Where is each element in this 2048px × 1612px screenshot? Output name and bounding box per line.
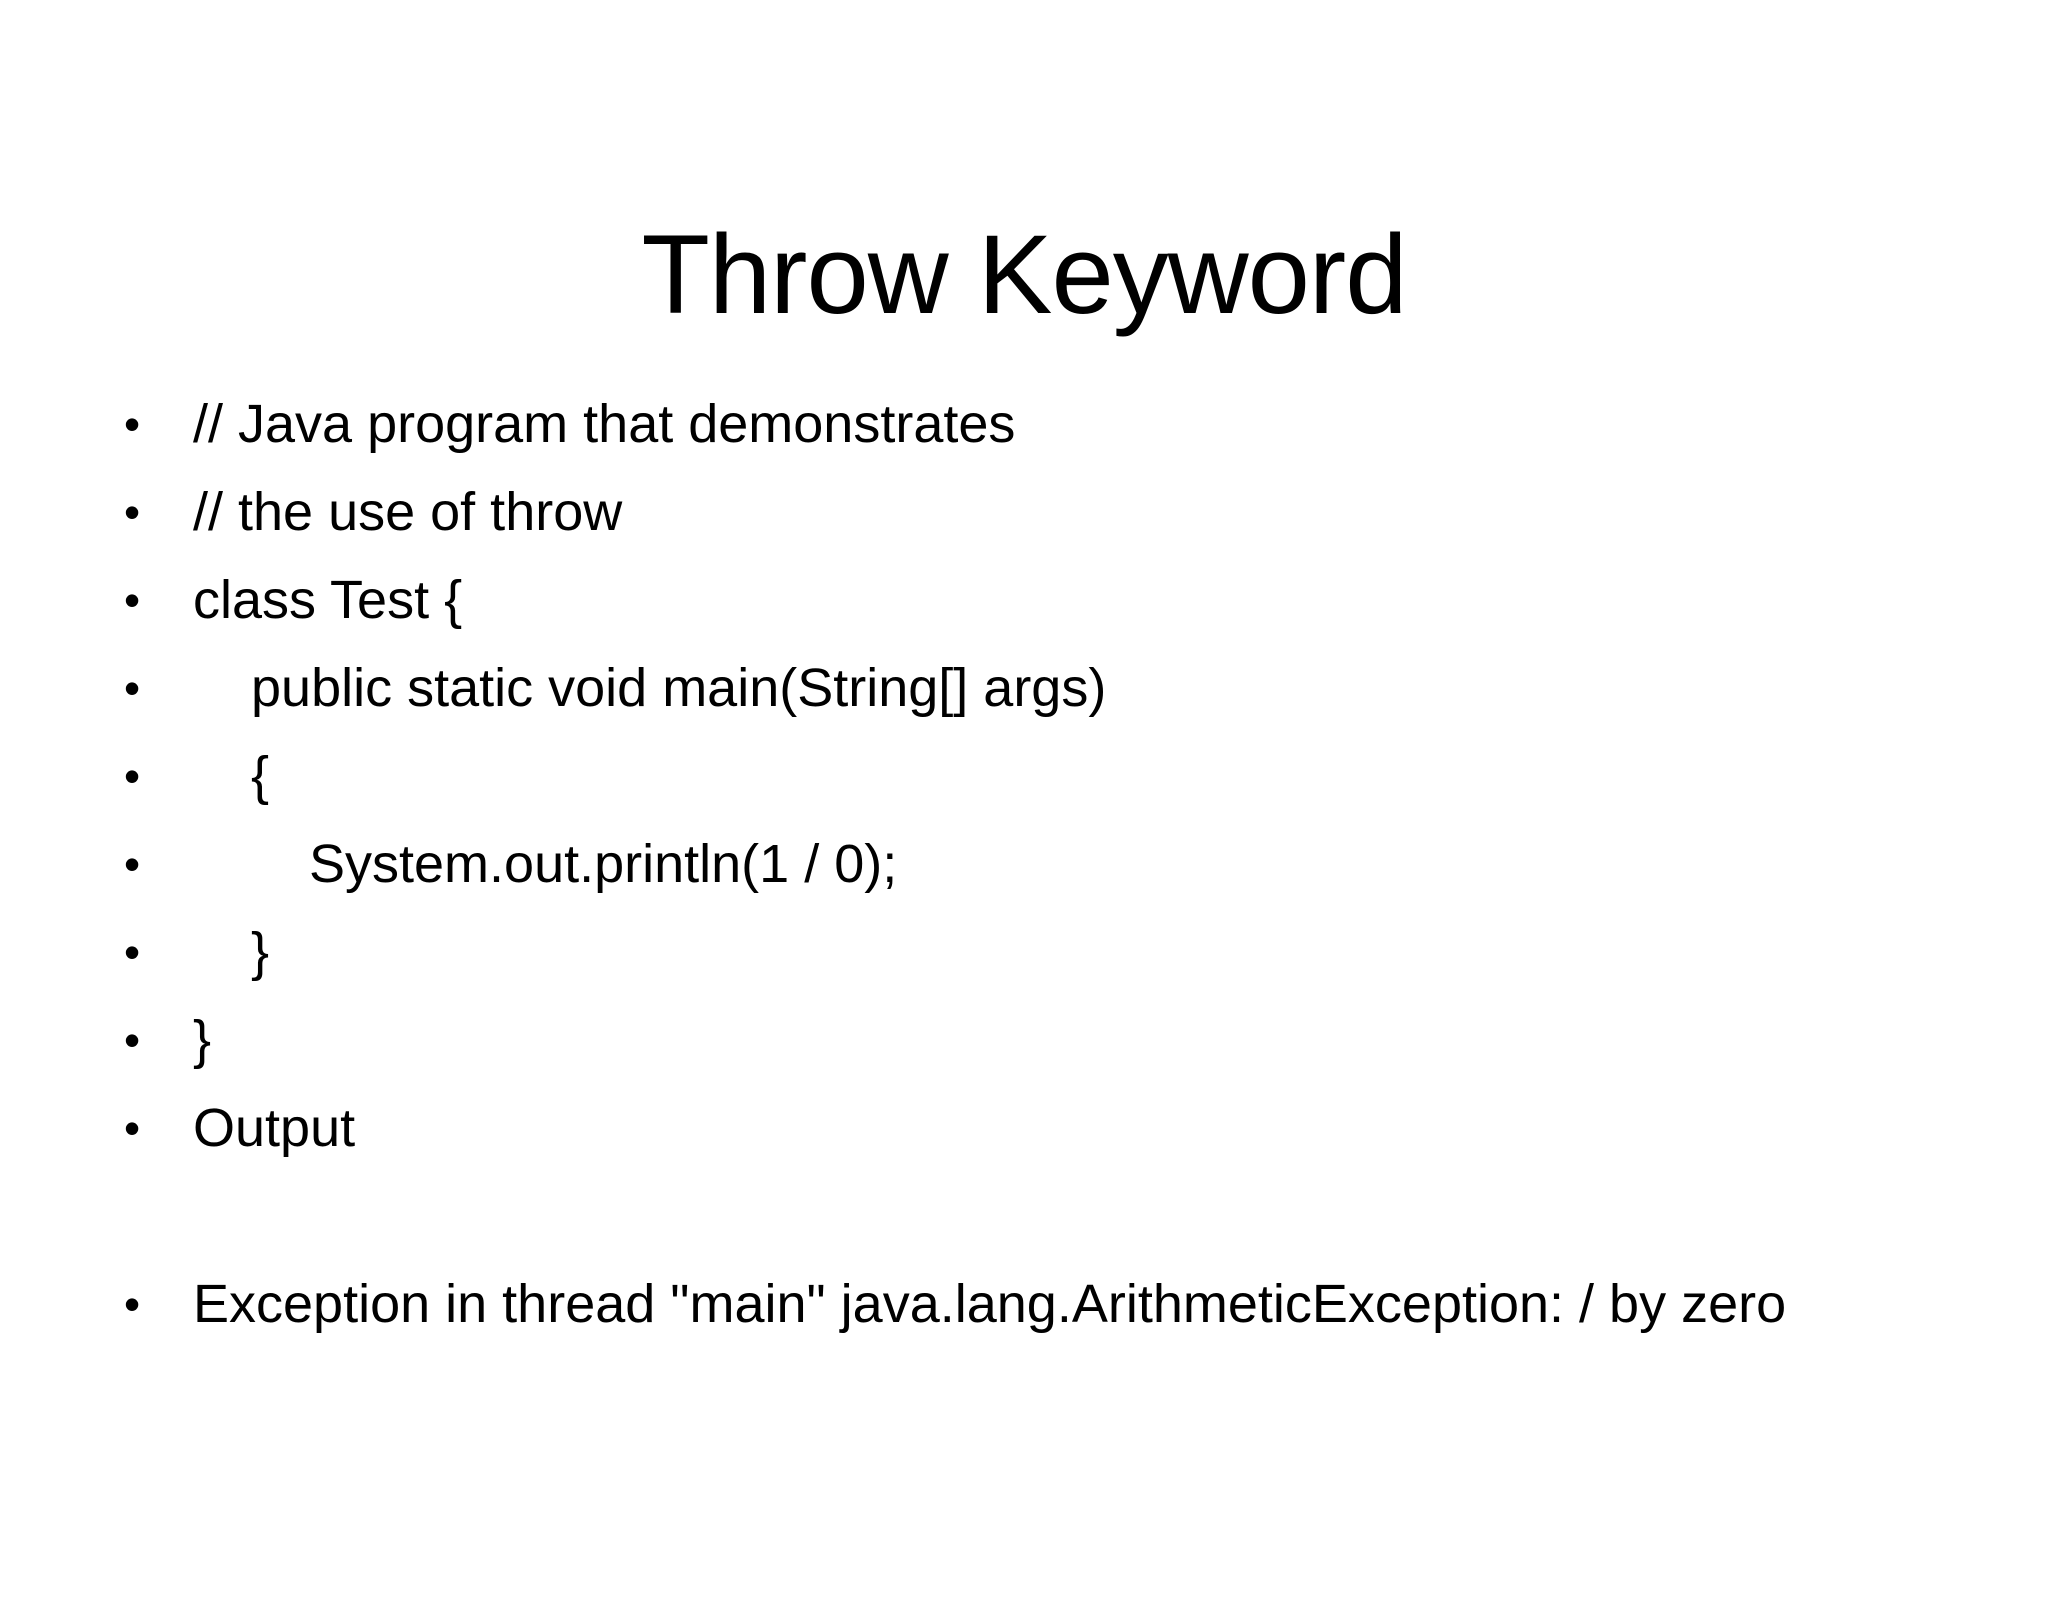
bullet-item — [124, 468, 1984, 556]
slide-title: Throw Keyword — [641, 212, 1407, 338]
bullet-icon: • — [124, 750, 141, 802]
bullet-text: public static void main(String[] args) — [251, 658, 1107, 718]
bullet-icon: • — [124, 1278, 141, 1330]
bullet-icon: • — [124, 1102, 141, 1154]
bullet-text: Output — [193, 1098, 356, 1158]
bullet-text: Exception in thread "main" java.lang.ArithmeticException: / by zero — [193, 1274, 1787, 1334]
bullet-item — [124, 1084, 1984, 1172]
bullet-item — [124, 380, 1984, 468]
bullet-text: } — [251, 922, 270, 982]
bullet-icon: • — [124, 574, 141, 626]
bullet-text: // the use of throw — [193, 482, 623, 542]
bullet-item — [124, 908, 1984, 996]
bullet-text: System.out.println(1 / 0); — [309, 834, 898, 894]
bullet-icon: • — [124, 486, 141, 538]
bullet-icon: • — [124, 926, 141, 978]
bullet-icon: • — [124, 662, 141, 714]
bullet-icon: • — [124, 838, 141, 890]
bullet-list — [124, 380, 1984, 1348]
bullet-item — [124, 644, 1984, 732]
bullet-text: // Java program that demonstrates — [193, 394, 1016, 454]
bullet-text: class Test { — [193, 570, 463, 630]
bullet-item — [124, 732, 1984, 820]
bullet-icon: • — [124, 1014, 141, 1066]
bullet-item — [124, 820, 1984, 908]
bullet-item — [124, 556, 1984, 644]
bullet-item — [124, 1260, 1984, 1348]
bullet-text: { — [251, 746, 270, 806]
bullet-icon: • — [124, 398, 141, 450]
bullet-text: } — [193, 1010, 212, 1070]
bullet-item — [124, 996, 1984, 1084]
